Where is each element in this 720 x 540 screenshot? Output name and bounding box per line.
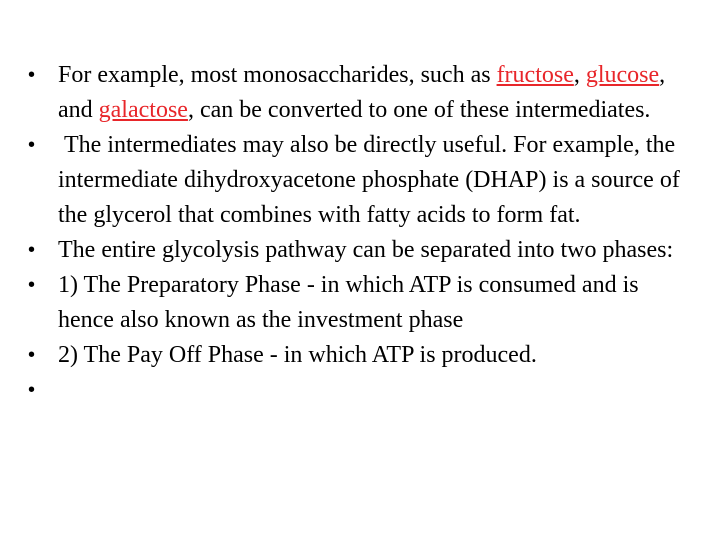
bullet-text: 2) The Pay Off Phase - in which ATP is produced.: [58, 342, 537, 368]
bullet-text: 1) The Preparatory Phase - in which ATP is consumed and is hence also known as the investment phase: [58, 272, 639, 333]
bullet-text: , can be converted to one of these intermediates.: [187, 97, 651, 123]
bullet-dot-icon: •: [28, 64, 36, 86]
link-fructose[interactable]: fructose: [496, 62, 574, 88]
link-galactose[interactable]: galactose: [98, 97, 188, 123]
bullet-text: , and: [58, 62, 666, 123]
bullet-item-phases: [28, 233, 700, 268]
bullet-dot-icon: •: [28, 379, 36, 401]
bullet-dot-icon: •: [28, 344, 36, 366]
bullet-text: The entire glycolysis pathway can be separated into two phases:: [58, 237, 674, 263]
bullet-item-intermediates: [28, 128, 700, 233]
bullet-list: [28, 58, 700, 408]
bullet-item-preparatory-phase: [28, 268, 700, 338]
bullet-text: The intermediates may also be directly useful. For example, the intermediate dihydroxyacetone phosphate (DHAP) is a source of the glycerol that combines with fatty acids to form fat.: [58, 132, 686, 228]
link-glucose[interactable]: glucose: [585, 62, 660, 88]
bullet-dot-icon: •: [28, 239, 36, 261]
bullet-dot-icon: •: [28, 274, 36, 296]
bullet-text: ,: [573, 62, 586, 88]
bullet-text: For example, most monosaccharides, such as: [58, 62, 497, 88]
bullet-item-pay-off-phase: [28, 338, 700, 373]
bullet-dot-icon: •: [28, 134, 36, 156]
bullet-item-monosaccharides: [28, 58, 700, 128]
bullet-item-empty: [28, 373, 700, 408]
